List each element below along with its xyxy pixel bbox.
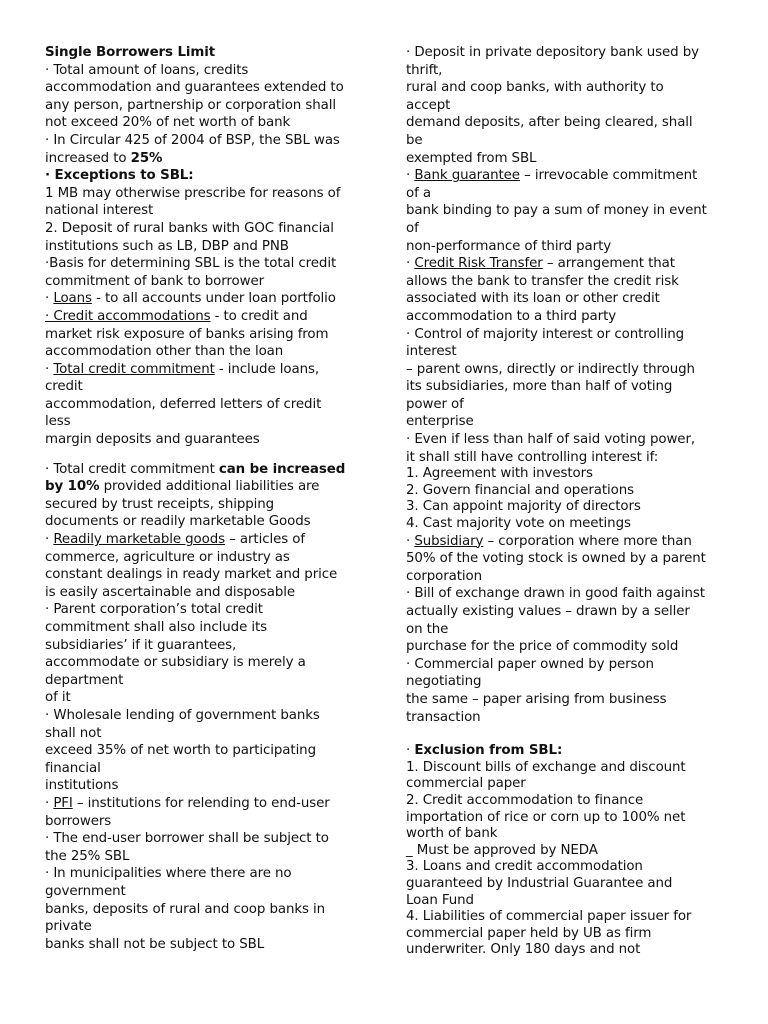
text-line [406, 550, 728, 568]
text-span: · The end-user borrower shall be subject to [45, 831, 329, 847]
text-line [406, 202, 728, 220]
text-span: · Total amount of loans, credits [45, 62, 249, 78]
left-column [45, 44, 365, 953]
text-span: commerce, agriculture or industry as [45, 549, 290, 565]
text-line [406, 810, 728, 827]
text-line [45, 496, 365, 514]
text-span: enterprise [406, 414, 474, 430]
text-span: provided additional liabilities are [99, 479, 320, 495]
underlined-term: Credit Risk Transfer [414, 256, 543, 272]
text-line [45, 273, 365, 291]
text-line [45, 255, 365, 273]
text-line [406, 167, 728, 185]
text-span: subsidiaries’ if it guarantees, [45, 637, 237, 653]
text-line [45, 672, 365, 690]
text-span: · In municipalities where there are no [45, 866, 292, 882]
text-span: – institutions for relending to end-user [72, 795, 330, 811]
text-line [406, 97, 728, 115]
text-span: borrowers [45, 813, 112, 829]
text-line [406, 499, 728, 516]
text-span: of a [406, 185, 431, 201]
text-line [406, 150, 728, 168]
text-line [406, 909, 728, 926]
text-span: banks shall not be subject to SBL [45, 936, 265, 952]
text-line [45, 202, 365, 220]
text-span: 2. Govern financial and operations [406, 482, 634, 498]
text-line [45, 97, 365, 115]
text-line [406, 431, 728, 449]
text-span: – articles of [225, 532, 305, 548]
text-span: exceed 35% of net worth to participating [45, 743, 316, 759]
text-span: purchase for the price of commodity sold [406, 639, 679, 655]
text-span: 1. Discount bills of exchange and discount [406, 759, 686, 775]
text-line [45, 936, 365, 954]
text-line [45, 848, 365, 866]
text-line [45, 378, 365, 396]
text-line [406, 62, 728, 80]
text-span: · Bill of exchange drawn in good faith against [406, 586, 705, 602]
text-span: secured by trust receipts, shipping [45, 496, 275, 512]
text-span: 50% of the voting stock is owned by a parent [406, 551, 706, 567]
text-line [45, 689, 365, 707]
text-line [406, 709, 728, 727]
text-span: margin deposits and guarantees [45, 432, 260, 448]
underlined-term: · Credit accommodations [45, 308, 211, 324]
text-span: accommodation other than the loan [45, 344, 284, 360]
text-line [406, 79, 728, 97]
text-line [406, 656, 728, 674]
text-line [406, 516, 728, 533]
text-line [406, 876, 728, 893]
text-line [45, 44, 365, 62]
text-span: 4. Cast majority vote on meetings [406, 516, 631, 532]
text-span: credit [45, 379, 83, 395]
text-span: non-performance of third party [406, 238, 612, 254]
text-line [45, 865, 365, 883]
text-line [45, 513, 365, 531]
text-line [406, 220, 728, 238]
underlined-term: Readily marketable goods [53, 532, 225, 548]
text-line [406, 238, 728, 256]
text-span: government [45, 883, 126, 899]
text-line [406, 308, 728, 326]
text-line [45, 79, 365, 97]
right-column [406, 44, 728, 959]
text-line [45, 396, 365, 414]
text-span: bank binding to pay a sum of money in event [406, 203, 707, 219]
text-line [406, 673, 728, 691]
text-line [45, 361, 365, 379]
text-line [45, 413, 365, 431]
text-line [45, 167, 365, 185]
text-span: institutions such as LB, DBP and PNB [45, 238, 289, 254]
bold-text: Exclusion from SBL: [414, 743, 563, 759]
text-span: accommodation, deferred letters of credit [45, 396, 322, 412]
text-line [45, 308, 365, 326]
text-line [45, 478, 365, 496]
bold-text: by 10% [45, 479, 100, 495]
text-line [45, 742, 365, 760]
text-line [45, 220, 365, 238]
underlined-term: PFI [53, 795, 73, 811]
text-span: commitment shall also include its [45, 620, 268, 635]
text-span: interest [406, 344, 457, 360]
text-line [45, 185, 365, 203]
text-span: · Deposit in private depository bank used by [406, 45, 699, 60]
underlined-term: Loans [53, 291, 92, 307]
text-line [45, 290, 365, 308]
text-line [406, 926, 728, 943]
text-line [406, 843, 728, 860]
text-span: thrift, [406, 62, 443, 78]
text-line [406, 413, 728, 431]
text-line [45, 326, 365, 344]
text-span: · [45, 361, 54, 377]
text-span: exempted from SBL [406, 150, 537, 166]
text-line [406, 396, 728, 414]
text-span: · Wholesale lending of government banks [45, 707, 320, 723]
text-span: _ Must be approved by NEDA [406, 842, 598, 858]
text-line [406, 255, 728, 273]
text-line [406, 290, 728, 308]
text-line [45, 901, 365, 919]
text-span: banks, deposits of rural and coop banks in [45, 901, 326, 917]
text-span: · [406, 743, 415, 759]
text-line [406, 585, 728, 603]
text-span: - to credit and [210, 308, 308, 324]
text-span: any person, partnership or corporation shall [45, 97, 336, 113]
text-line [45, 601, 365, 619]
text-span: · Commercial paper owned by person [406, 656, 654, 672]
text-line [406, 466, 728, 483]
text-span: allows the bank to transfer the credit risk [406, 273, 679, 289]
text-span: · [406, 533, 415, 549]
text-line [406, 273, 728, 291]
underlined-term: Bank guarantee [414, 168, 520, 184]
text-line [406, 44, 728, 62]
text-line [406, 568, 728, 586]
text-line [45, 883, 365, 901]
text-span: of [406, 220, 419, 236]
text-line [45, 431, 365, 449]
text-span: 1. Agreement with investors [406, 466, 593, 482]
text-span: the same – paper arising from business [406, 691, 667, 707]
text-span: accommodate or subsidiary is merely a [45, 655, 306, 671]
text-line [45, 619, 365, 637]
text-span: on the [406, 621, 449, 637]
text-span: constant dealings in ready market and price [45, 567, 338, 583]
text-line [45, 132, 365, 150]
text-span: shall not [45, 725, 102, 741]
text-span: institutions [45, 778, 119, 794]
text-span: of it [45, 690, 71, 706]
text-span: documents or readily marketable Goods [45, 514, 311, 530]
text-span: market risk exposure of banks arising from [45, 326, 329, 342]
text-line [45, 918, 365, 936]
text-line [45, 777, 365, 795]
text-span: its subsidiaries, more than half of voting [406, 379, 673, 395]
text-span: guaranteed by Industrial Guarantee and [406, 875, 673, 891]
text-span: it shall still have controlling interest if: [406, 449, 659, 465]
text-span: transaction [406, 709, 481, 725]
text-line [406, 533, 728, 551]
text-span: – corporation where more than [483, 533, 692, 549]
text-span: ·Basis for determining SBL is the total credit [45, 256, 337, 272]
text-span: increased to [45, 150, 131, 166]
text-span: – arrangement that [542, 256, 675, 272]
text-span: underwriter. Only 180 days and not [406, 942, 641, 958]
text-span: less [45, 414, 71, 430]
text-span: · Control of majority interest or controlling [406, 326, 685, 342]
text-line [45, 150, 365, 168]
text-span: accommodation and guarantees extended to [45, 80, 344, 96]
text-line [406, 826, 728, 843]
text-span: · [45, 291, 54, 307]
text-line [406, 776, 728, 793]
text-span: worth of bank [406, 826, 498, 842]
text-span: department [45, 672, 124, 688]
text-span: corporation [406, 568, 483, 584]
text-span: commercial paper held by UB as firm [406, 925, 652, 941]
text-line [406, 691, 728, 709]
text-span: accept [406, 97, 451, 113]
text-line [406, 942, 728, 959]
text-line [45, 566, 365, 584]
text-line [45, 637, 365, 655]
text-line [45, 654, 365, 672]
text-line [45, 584, 365, 602]
text-line [406, 742, 728, 760]
text-span: · Even if less than half of said voting power, [406, 432, 696, 448]
text-span: power of [406, 396, 464, 412]
text-span: - to all accounts under loan portfolio [91, 291, 336, 307]
text-span: · Parent corporation’s total credit [45, 602, 263, 618]
text-span: · Total credit commitment [45, 461, 219, 477]
text-line [45, 461, 365, 479]
text-line [45, 707, 365, 725]
bold-text: can be increased [218, 461, 346, 477]
text-span: - include loans, [214, 361, 319, 377]
text-line [406, 638, 728, 656]
paragraph-gap [406, 726, 728, 742]
text-span: 2. Credit accommodation to finance [406, 792, 644, 808]
text-span: rural and coop banks, with authority to [406, 80, 664, 96]
text-line [406, 185, 728, 203]
text-span: the 25% SBL [45, 848, 130, 864]
text-span: · [406, 256, 415, 272]
text-span: Loan Fund [406, 892, 474, 908]
text-line [45, 725, 365, 743]
text-span: commitment of bank to borrower [45, 273, 265, 289]
text-line [45, 62, 365, 80]
bold-text: Single Borrowers Limit [45, 45, 216, 60]
text-span: · [45, 795, 54, 811]
text-span: is easily ascertainable and disposable [45, 584, 296, 600]
text-line [406, 483, 728, 500]
text-span: commercial paper [406, 776, 526, 792]
text-line [406, 621, 728, 639]
text-line [45, 760, 365, 778]
text-line [406, 859, 728, 876]
text-line [406, 893, 728, 910]
text-span: negotiating [406, 674, 482, 690]
text-span: · In Circular 425 of 2004 of BSP, the SBL was [45, 132, 340, 148]
text-line [45, 795, 365, 813]
text-span: 3. Loans and credit accommodation [406, 859, 643, 875]
text-span: · [45, 532, 54, 548]
text-line [406, 793, 728, 810]
paragraph-gap [45, 449, 365, 461]
text-span: · [406, 168, 415, 184]
text-span: 3. Can appoint majority of directors [406, 499, 641, 515]
text-line [406, 343, 728, 361]
text-span: 1 MB may otherwise prescribe for reasons of [45, 185, 341, 201]
bold-text: 25% [130, 150, 163, 166]
text-span: be [406, 132, 423, 148]
text-line [406, 114, 728, 132]
text-span: 2. Deposit of rural banks with GOC financial [45, 220, 334, 236]
text-span: not exceed 20% of net worth of bank [45, 115, 291, 131]
text-line [406, 361, 728, 379]
text-line [406, 132, 728, 150]
text-span: 4. Liabilities of commercial paper issuer for [406, 909, 692, 925]
text-line [406, 760, 728, 777]
text-line [406, 326, 728, 344]
text-line [45, 238, 365, 256]
text-line [45, 549, 365, 567]
text-span: associated with its loan or other credit [406, 291, 660, 307]
text-line [45, 114, 365, 132]
text-span: actually existing values – drawn by a seller [406, 604, 690, 619]
text-line [45, 813, 365, 831]
text-line [45, 830, 365, 848]
underlined-term: Total credit commitment [53, 361, 215, 377]
text-span: accommodation to a third party [406, 308, 617, 324]
text-line [406, 449, 728, 467]
text-span: national interest [45, 203, 154, 219]
text-span: – irrevocable commitment [519, 168, 698, 184]
text-line [45, 343, 365, 361]
text-span: private [45, 919, 92, 935]
text-span: financial [45, 760, 101, 776]
bold-text: · Exceptions to SBL: [45, 168, 194, 184]
text-line [45, 531, 365, 549]
text-span: – parent owns, directly or indirectly through [406, 361, 695, 377]
underlined-term: Subsidiary [414, 533, 484, 549]
text-span: demand deposits, after being cleared, shall [406, 115, 693, 131]
text-span: importation of rice or corn up to 100% net [406, 809, 686, 825]
text-line [406, 603, 728, 621]
text-line [406, 378, 728, 396]
